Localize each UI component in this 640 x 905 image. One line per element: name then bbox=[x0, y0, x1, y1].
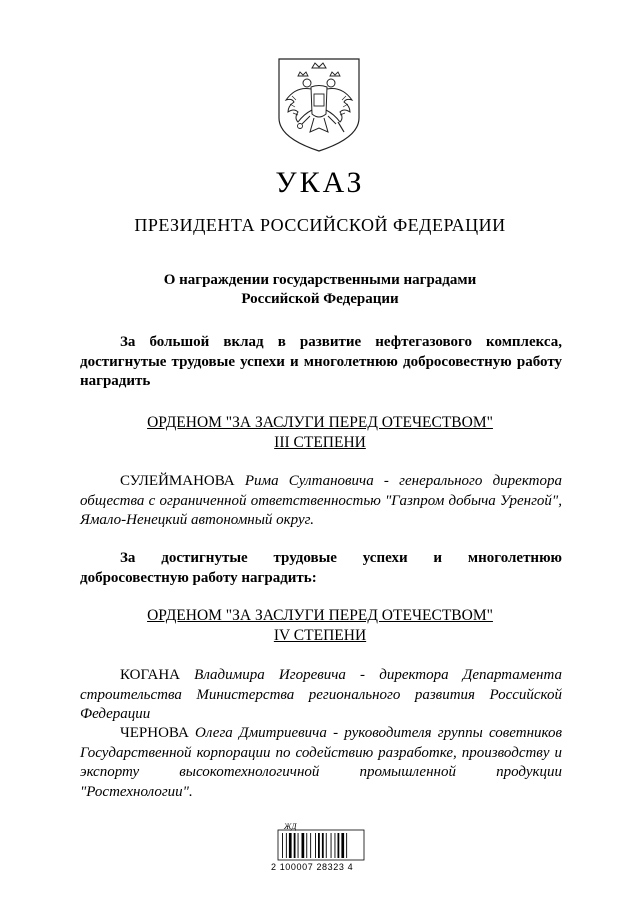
barcode-bar bbox=[326, 833, 327, 858]
barcode-bar bbox=[315, 833, 316, 858]
barcode-bar bbox=[289, 833, 292, 858]
section2-awardee-2 bbox=[80, 724, 562, 802]
decree-heading-line2: Российской Федерации bbox=[241, 291, 399, 307]
section2-awardee-1 bbox=[80, 666, 562, 725]
section1-awardee bbox=[80, 472, 562, 531]
awardee-surname: КОГАНА bbox=[120, 667, 180, 683]
barcode-bar bbox=[318, 833, 320, 858]
awardee-description: Владимира Игоревича - директора Департамента строительства Министерства регионального развития Российской Федерации bbox=[80, 667, 562, 722]
document-title: УКАЗ bbox=[275, 166, 365, 199]
section2-order-line2: IV СТЕПЕНИ bbox=[273, 627, 367, 644]
barcode-bar bbox=[298, 833, 299, 858]
barcode-mark: ЖД bbox=[284, 822, 297, 831]
section1-order-line2: III СТЕПЕНИ bbox=[274, 434, 366, 451]
section1-order bbox=[0, 413, 640, 453]
decree-heading bbox=[0, 271, 640, 309]
barcode-bar bbox=[286, 833, 287, 858]
section2-order bbox=[0, 606, 640, 646]
section2-intro: За достигнутые трудовые успехи и многолетнюю добросовестную работу наградить: bbox=[80, 550, 562, 586]
barcode-bar bbox=[338, 833, 340, 858]
decree-heading-line1: О награждении государственными наградами bbox=[163, 272, 477, 288]
barcode-bar bbox=[346, 833, 347, 858]
awardee-surname: ЧЕРНОВА bbox=[120, 725, 189, 741]
barcode-bar bbox=[306, 833, 307, 858]
barcode-bar bbox=[322, 833, 324, 858]
document-subtitle: ПРЕЗИДЕНТА РОССИЙСКОЙ ФЕДЕРАЦИИ bbox=[134, 215, 506, 235]
section1-order-line1: ОРДЕНОМ "ЗА ЗАСЛУГИ ПЕРЕД ОТЕЧЕСТВОМ" bbox=[147, 414, 493, 431]
section1-intro: За большой вклад в развитие нефтегазового комплекса, достигнутые трудовые успехи и многолетнюю добросовестную работу наградить bbox=[80, 334, 562, 389]
awardee-description: Олега Дмитриевича - руководителя группы советников Государственной корпорации по содействию разработке, производству и экспорту высокотехнологичной промышленной продукции "Ростехнологии". bbox=[80, 725, 562, 800]
barcode-bar bbox=[331, 833, 332, 858]
awardee-description: Рима Султановича - генерального директора общества с ограниченной ответственностью "Газпром добыча Уренгой", Ямало-Ненецкий автономный округ. bbox=[80, 473, 562, 528]
section2-order-line1: ОРДЕНОМ "ЗА ЗАСЛУГИ ПЕРЕД ОТЕЧЕСТВОМ" bbox=[147, 607, 493, 624]
barcode-bar bbox=[335, 833, 336, 858]
coat-of-arms-icon bbox=[276, 56, 362, 154]
barcode-number: 2 100007 28323 4 bbox=[271, 862, 354, 872]
barcode-bar bbox=[294, 833, 296, 858]
barcode-bar bbox=[341, 833, 344, 858]
barcode-bar bbox=[310, 833, 311, 858]
barcode-bar bbox=[282, 833, 283, 858]
barcode-bar bbox=[302, 833, 305, 858]
awardee-surname: СУЛЕЙМАНОВА bbox=[120, 473, 235, 489]
